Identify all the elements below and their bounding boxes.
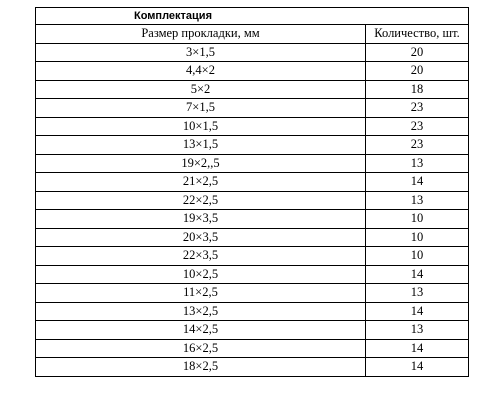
table-row — [36, 136, 469, 155]
cell-quantity: 10 — [366, 247, 469, 266]
table-row — [36, 43, 469, 62]
cell-quantity: 13 — [366, 191, 469, 210]
table-row — [36, 154, 469, 173]
cell-quantity: 14 — [366, 339, 469, 358]
table-row — [36, 284, 469, 303]
cell-quantity: 14 — [366, 302, 469, 321]
kit-table — [35, 7, 469, 377]
table-row — [36, 99, 469, 118]
table-row — [36, 358, 469, 377]
cell-quantity: 13 — [366, 154, 469, 173]
cell-size: 21×2,5 — [36, 173, 366, 192]
column-header-quantity: Количество, шт. — [366, 25, 469, 44]
table-row — [36, 173, 469, 192]
cell-size: 4,4×2 — [36, 62, 366, 81]
table-row — [36, 228, 469, 247]
cell-size: 22×3,5 — [36, 247, 366, 266]
cell-quantity: 10 — [366, 210, 469, 229]
table-row — [36, 265, 469, 284]
table-row — [36, 117, 469, 136]
cell-quantity: 18 — [366, 80, 469, 99]
cell-quantity: 14 — [366, 358, 469, 377]
table-body — [36, 8, 469, 377]
cell-size: 13×1,5 — [36, 136, 366, 155]
table-row — [36, 302, 469, 321]
cell-size: 18×2,5 — [36, 358, 366, 377]
cell-size: 19×3,5 — [36, 210, 366, 229]
table-row — [36, 247, 469, 266]
table-row — [36, 339, 469, 358]
cell-quantity: 14 — [366, 265, 469, 284]
table-row — [36, 321, 469, 340]
cell-quantity: 13 — [366, 321, 469, 340]
cell-size: 13×2,5 — [36, 302, 366, 321]
cell-quantity: 10 — [366, 228, 469, 247]
column-header-size: Размер прокладки, мм — [36, 25, 366, 44]
cell-size: 7×1,5 — [36, 99, 366, 118]
cell-size: 3×1,5 — [36, 43, 366, 62]
cell-size: 22×2,5 — [36, 191, 366, 210]
cell-size: 11×2,5 — [36, 284, 366, 303]
table-row — [36, 191, 469, 210]
cell-quantity: 13 — [366, 284, 469, 303]
header-row — [36, 25, 469, 44]
cell-size: 20×3,5 — [36, 228, 366, 247]
cell-size: 19×2,,5 — [36, 154, 366, 173]
cell-size: 14×2,5 — [36, 321, 366, 340]
cell-quantity: 23 — [366, 99, 469, 118]
table-row — [36, 80, 469, 99]
cell-quantity: 20 — [366, 62, 469, 81]
cell-size: 5×2 — [36, 80, 366, 99]
cell-quantity: 23 — [366, 117, 469, 136]
table-title: Комплектация — [36, 8, 469, 25]
table-row — [36, 62, 469, 81]
cell-quantity: 20 — [366, 43, 469, 62]
cell-size: 10×2,5 — [36, 265, 366, 284]
document — [35, 7, 468, 377]
table-row — [36, 210, 469, 229]
title-row — [36, 8, 469, 25]
cell-quantity: 23 — [366, 136, 469, 155]
cell-quantity: 14 — [366, 173, 469, 192]
cell-size: 10×1,5 — [36, 117, 366, 136]
cell-size: 16×2,5 — [36, 339, 366, 358]
